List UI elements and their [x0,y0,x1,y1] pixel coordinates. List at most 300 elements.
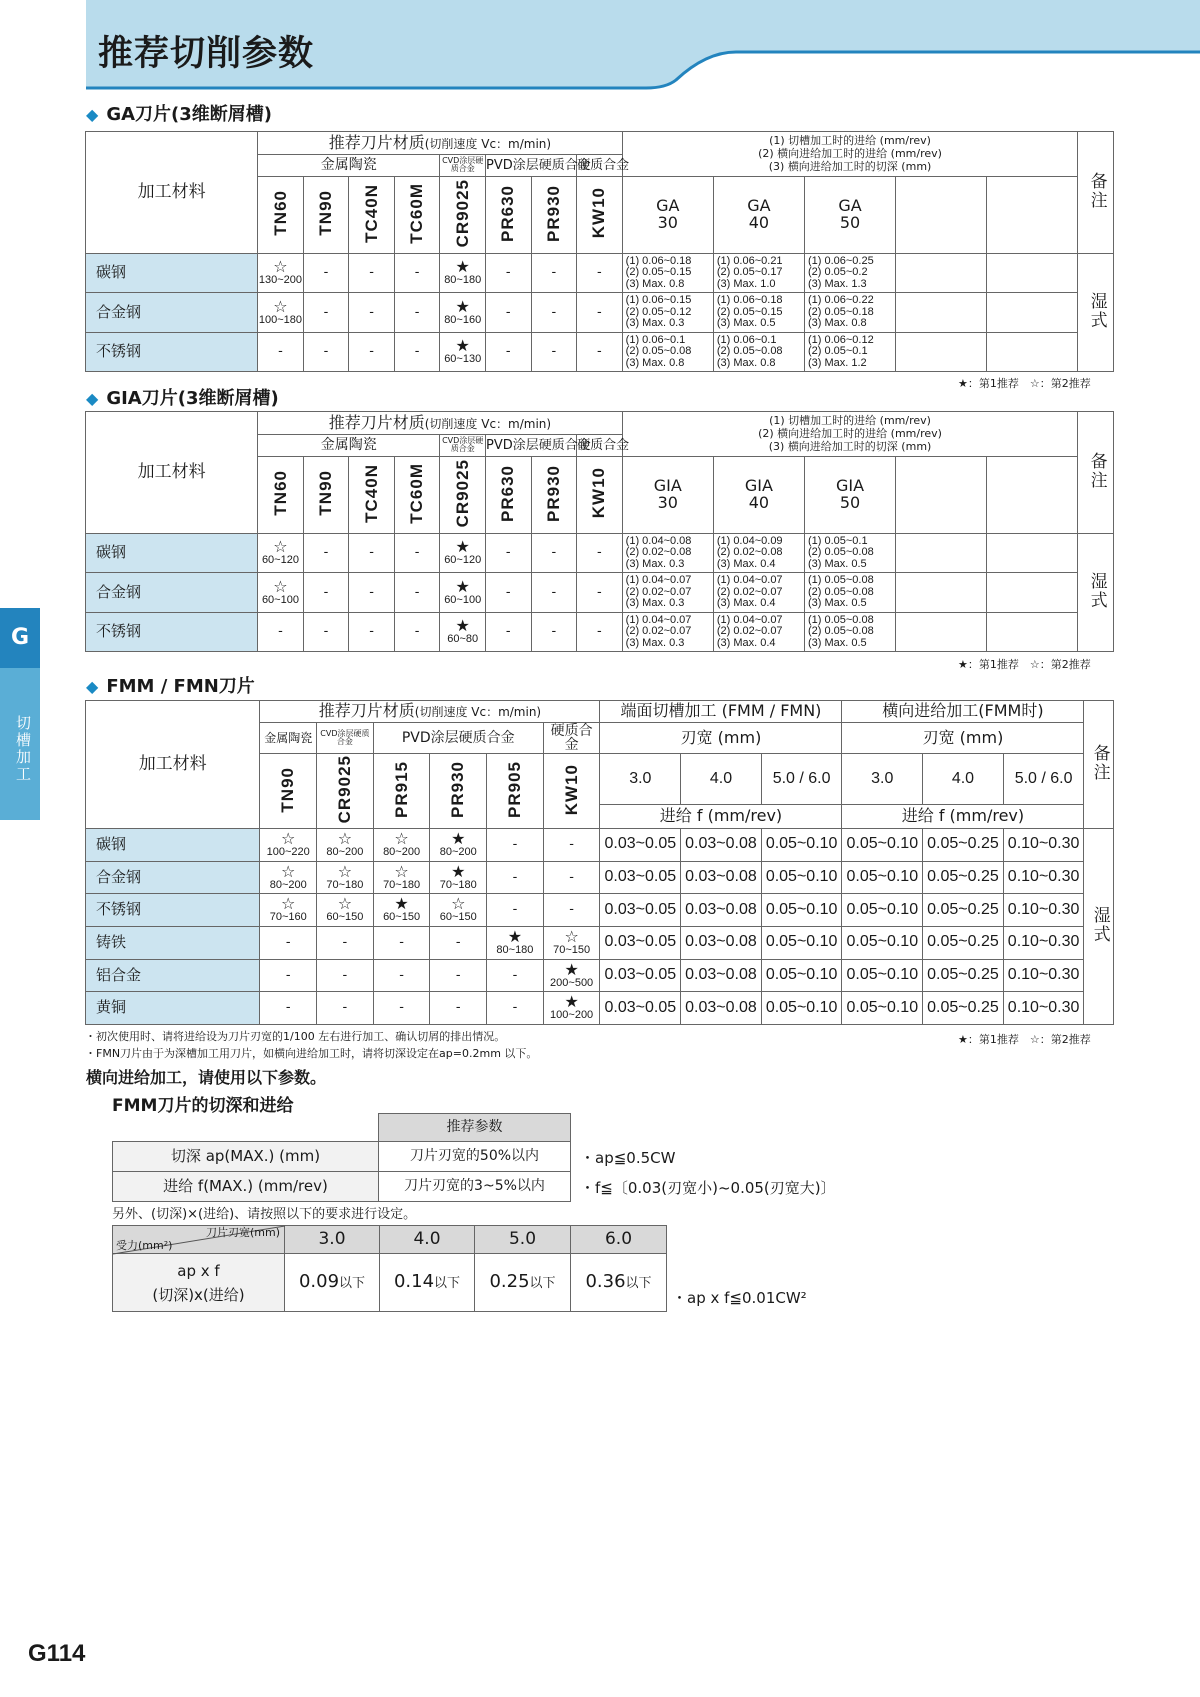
grade-cell [430,828,487,861]
empty-type [987,176,1078,254]
speed-range: 60~150 [439,911,477,924]
feed-line: (3) Max. 0.5 [807,597,867,610]
force-value [571,1254,667,1312]
feed-line: (2) 0.05~0.08 [807,546,874,559]
grade-header-note: (切削速度 Vc：m/min) [424,416,552,431]
feed-line: (1) 0.06~0.15 [625,294,692,307]
feed-line: (1) 0.04~0.07 [625,613,692,626]
feed-line: (1) 0.05~0.08 [807,613,874,626]
empty-feed [896,534,987,573]
star-outline-icon: ☆ [394,829,409,849]
empty-feed [987,612,1078,651]
star-filled-icon: ★ [455,537,470,557]
feed-cell [804,573,895,612]
insert-type-size: 30 [657,212,678,232]
grade-tn90 [260,754,317,829]
grade-tn90 [303,176,349,254]
grade-name: PR630 [498,184,518,242]
param-header: 推荐参数 [379,1114,571,1142]
feed-value: 0.03~0.08 [681,894,762,927]
feed-value: 0.03~0.08 [681,959,762,992]
empty-feed [896,293,987,332]
feed-value: 0.05~0.10 [761,926,842,959]
diamond-icon: ◆ [86,389,99,408]
group-carbide: 硬质合金 [577,435,623,456]
force-suffix: 以下 [434,1276,461,1292]
insert-type-name: GA [747,196,771,216]
empty-feed [987,293,1078,332]
speed-range: 80~200 [326,846,364,859]
grade-header-note: (切削速度 Vc：m/min) [424,136,552,151]
feed-value: 0.03~0.05 [600,959,681,992]
feed-value: 0.03~0.08 [681,992,762,1025]
feed-line: (2) 0.05~0.15 [625,266,692,279]
feed-value: 0.05~0.10 [842,828,923,861]
feed-line: (3) Max. 0.3 [625,317,685,330]
feed-cell [713,534,804,573]
face-grooving-header: 端面切槽加工 (FMM / FMN) [600,701,842,723]
grade-cell: - [303,293,349,332]
empty-feed [987,534,1078,573]
star-outline-icon: ☆ [273,576,288,596]
gia-heading-text: GIA刀片(3维断屑槽) [106,388,279,409]
grade-cell: - [487,861,544,894]
insert-type-size: 40 [748,492,770,512]
star-outline-icon: ☆ [273,296,288,316]
feed-line: (3) Max. 0.3 [625,597,685,610]
grade-cell [258,254,304,293]
grade-name: TN90 [316,470,336,516]
feed-line: (1) 0.04~0.07 [625,574,692,587]
feed-row-label: 进给 f(MAX.) (mm/rev) [113,1172,379,1202]
feed-line: (3) Max. 0.5 [807,636,867,649]
feed-value: 0.05~0.10 [842,992,923,1025]
grade-cell [440,573,486,612]
empty-type [987,456,1078,534]
speed-range: 60~150 [326,911,364,924]
grade-name: PR930 [543,184,563,242]
page-number: G114 [28,1640,86,1667]
grade-name: TN90 [278,766,298,813]
empty-type [896,176,987,254]
grade-cr9025 [317,754,374,829]
grade-pr905 [487,754,544,829]
grade-cell [260,894,317,927]
speed-range: 80~160 [444,313,482,326]
grade-name: CR9025 [452,178,472,248]
empty-feed [896,573,987,612]
feed-line: (1) 0.05~0.08 [807,574,874,587]
grade-cr9025 [440,456,486,534]
grade-cell [260,861,317,894]
grade-kw10 [577,456,623,534]
speed-range: 70~150 [553,943,591,956]
feed-value: 0.05~0.25 [923,828,1004,861]
material-name: 铝合金 [86,959,260,992]
grade-cell: - [487,992,544,1025]
feed-line: (1) 0.04~0.07 [716,613,783,626]
extra-note: 另外、(切深)×(进给)、请按照以下的要求进行设定。 [112,1207,417,1222]
grade-tn90 [303,456,349,534]
grade-pr630 [485,456,531,534]
material-name: 合金钢 [86,861,260,894]
grade-name: TC60M [407,462,427,524]
feed-line: (1) 0.06~0.1 [625,333,686,346]
grade-cell: - [430,926,487,959]
material-header: 加工材料 [86,412,258,534]
grade-cell: - [373,992,430,1025]
grade-pr930 [531,456,577,534]
feed-line: (1) 0.06~0.12 [807,333,874,346]
feed-line: (2) 0.05~0.15 [716,305,783,318]
feed-line: (2) 0.02~0.07 [716,625,783,638]
feed-value: 0.05~0.10 [842,959,923,992]
feed-row-value: 刀片刃宽的3~5%以内 [379,1172,571,1202]
grade-cell: - [373,959,430,992]
depth-table [112,1113,571,1202]
feed-value: 0.10~0.30 [1003,959,1084,992]
depth-row-label: 切深 ap(MAX.) (mm) [113,1142,379,1172]
grade-cell: - [543,861,600,894]
feed-value: 0.05~0.10 [761,959,842,992]
grade-cell: - [531,254,577,293]
feed-cell [622,332,713,371]
star-filled-icon: ★ [455,257,470,277]
feed-cell [622,534,713,573]
grade-cell [543,959,600,992]
grade-cell [543,992,600,1025]
diamond-icon: ◆ [86,677,99,696]
grade-cell: - [373,926,430,959]
feed-line: (1) 0.06~0.1 [716,333,777,346]
grade-cell [373,894,430,927]
grade-cell [260,828,317,861]
feed-value: 0.05~0.25 [923,992,1004,1025]
feed-line: (2) 0.05~0.1 [807,345,868,358]
feed-line: (3) Max. 0.3 [625,636,685,649]
fmm-heading-text: FMM / FMN刀片 [106,676,255,697]
width-value: 4.0 [923,754,1004,804]
force-value-num: 0.09 [298,1271,340,1293]
insert-type [804,176,895,254]
feed-cell [804,534,895,573]
feed-line: (2) 0.02~0.07 [625,585,692,598]
force-suffix: 以下 [625,1276,652,1292]
group-pvd: PVD涂层硬质合金 [485,435,576,456]
grade-cell: - [260,992,317,1025]
feed-header [622,412,1078,457]
feed-cell [804,612,895,651]
grade-cell: - [349,254,395,293]
grade-cell: - [577,332,623,371]
speed-range: 80~200 [383,846,421,859]
width-header: 刃宽 (mm) [842,723,1084,754]
grade-pr915 [373,754,430,829]
grade-cell: - [485,293,531,332]
grade-cell: - [394,534,440,573]
feed-line: (3) Max. 0.4 [716,636,776,649]
grade-cell [487,926,544,959]
grade-tc40n [349,456,395,534]
insert-type-name: GA [838,196,862,216]
feed-cell [713,573,804,612]
fmm-table [85,700,1114,1025]
ga-heading [86,100,272,126]
depth-row-value: 刀片刃宽的50%以内 [379,1142,571,1172]
feed-line: (3) Max. 0.4 [716,597,776,610]
grade-name: PR630 [498,464,518,522]
insert-type [713,456,804,534]
force-value [285,1254,380,1312]
group-cvd: CVD涂层硬质合金 [440,155,486,176]
speed-range: 80~180 [496,943,534,956]
feed-cell [622,612,713,651]
fmm-note-2: ・FMN刀片由于为深槽加工用刀片，如横向进给加工时，请将切深设定在ap=0.2mm 以下。 [85,1047,538,1060]
width-3: 3.0 [285,1226,380,1254]
ga-heading-text: GA刀片(3维断屑槽) [106,104,272,125]
grade-cell: - [487,828,544,861]
force-value-num: 0.36 [585,1271,626,1293]
grade-cell [440,293,486,332]
grade-header-text: 推荐刀片材质 [328,132,425,152]
feed-value: 0.05~0.10 [842,926,923,959]
page-title: 推荐切削参数 [98,34,315,74]
width-5: 5.0 [475,1226,571,1254]
grade-cell: - [349,573,395,612]
grade-header [260,701,600,723]
grade-cell: - [485,573,531,612]
star-filled-icon: ★ [455,576,470,596]
feed-header-line: (2) 横向进给加工时的进给 (mm/rev) [758,427,942,441]
feed-value: 0.05~0.10 [761,828,842,861]
gia-legend: ★：第1推荐 ☆：第2推荐 [958,658,1091,671]
insert-type [622,176,713,254]
feed-value: 0.05~0.25 [923,926,1004,959]
grade-name: TC40N [361,183,381,243]
feed-cell [622,573,713,612]
remarks-value: 湿式 [1089,905,1110,944]
feed-header-line: (3) 横向进给加工时的切深 (mm) [768,440,932,454]
grade-cell: - [303,573,349,612]
insert-type-name: GIA [653,476,682,496]
grade-header-note: (切削速度 Vc：m/min) [414,705,542,720]
force-value-num: 0.25 [489,1271,530,1293]
feed-header: 进给 f (mm/rev) [600,804,842,828]
feed-value: 0.05~0.25 [923,894,1004,927]
feed-line: (1) 0.06~0.18 [625,254,692,267]
grade-cell: - [260,959,317,992]
depth-note: ・ap≦0.5CW [580,1149,676,1167]
gia-heading [86,384,279,410]
material-name: 碳钢 [86,828,260,861]
grade-name: TN60 [270,470,290,516]
insert-type-name: GA [656,196,680,216]
grade-kw10 [543,754,600,829]
feed-value: 0.03~0.08 [681,926,762,959]
feed-value: 0.10~0.30 [1003,894,1084,927]
grade-name: PR930 [448,760,468,818]
grade-cell: - [531,332,577,371]
feed-note: ・f≦〔0.03(刃宽小)~0.05(刃宽大)〕 [580,1179,836,1197]
grade-cell [430,894,487,927]
remarks-value: 湿式 [1086,291,1107,330]
ga-legend: ★：第1推荐 ☆：第2推荐 [958,377,1091,390]
remarks-header: 备注 [1086,171,1107,210]
feed-line: (1) 0.06~0.25 [807,254,874,267]
material-name: 碳钢 [86,534,258,573]
feed-value: 0.10~0.30 [1003,992,1084,1025]
insert-type [622,456,713,534]
speed-range: 60~120 [444,554,482,567]
group-cermet: 金属陶瓷 [258,155,440,176]
group-carbide: 硬质合金 [577,155,623,176]
feed-cell [713,254,804,293]
material-name: 合金钢 [86,293,258,332]
grade-cell: - [531,573,577,612]
grade-cell: - [317,992,374,1025]
feed-line: (1) 0.04~0.09 [716,534,783,547]
grade-cell [373,861,430,894]
speed-range: 100~180 [258,313,303,326]
feed-cell [622,293,713,332]
grade-cell: - [349,293,395,332]
remarks-header: 备注 [1086,451,1107,490]
width-value: 4.0 [681,754,762,804]
corner-cell [113,1226,285,1254]
grade-cell: - [430,959,487,992]
empty-feed [896,332,987,371]
feed-cell [804,332,895,371]
feed-cell [713,612,804,651]
apxf-label-1: ap x f [177,1261,220,1280]
feed-value: 0.10~0.30 [1003,926,1084,959]
grade-cell [440,612,486,651]
grade-cell: - [531,293,577,332]
feed-value: 0.03~0.08 [681,861,762,894]
insert-type-size: 50 [839,212,861,232]
grade-tc60m [394,176,440,254]
feed-line: (3) Max. 0.4 [716,558,776,571]
grade-cell: - [303,612,349,651]
grade-cell: - [303,332,349,371]
group-cermet: 金属陶瓷 [258,435,440,456]
grade-cell: - [394,612,440,651]
feed-value: 0.05~0.10 [761,992,842,1025]
corner-bottom-label: 受力(mm²) [116,1239,173,1253]
speed-range: 60~100 [261,593,299,606]
diamond-icon: ◆ [86,105,99,124]
star-filled-icon: ★ [564,959,579,979]
speed-range: 70~180 [383,878,421,891]
insert-type [713,176,804,254]
corner-top-label: 刀片刃宽(mm) [205,1226,280,1239]
feed-value: 0.05~0.10 [842,861,923,894]
grade-cell: - [394,293,440,332]
empty-feed [896,254,987,293]
feed-value: 0.03~0.08 [681,828,762,861]
feed-cell [804,254,895,293]
force-value [380,1254,475,1312]
grade-cell: - [258,612,304,651]
speed-range: 60~120 [261,554,299,567]
star-outline-icon: ☆ [451,894,466,914]
grade-cell: - [531,534,577,573]
insert-type [804,456,895,534]
grade-header-text: 推荐刀片材质 [328,412,425,432]
fmm-note-1: ・初次使用时、请将进给设为刀片刃宽的1/100 左右进行加工、确认切屑的排出情况。 [85,1030,506,1043]
fmm-heading [86,672,255,698]
grade-name: KW10 [561,763,581,815]
material-header: 加工材料 [86,701,260,829]
grade-cell [317,894,374,927]
feed-header-line: (1) 切槽加工时的进给 (mm/rev) [769,414,931,428]
grade-cell [440,332,486,371]
grade-cell [543,926,600,959]
grade-cell: - [303,534,349,573]
grade-cell: - [543,894,600,927]
grade-cell: - [577,573,623,612]
grade-name: TC40N [361,463,381,523]
feed-line: (3) Max. 0.5 [807,558,867,571]
speed-range: 70~160 [269,911,307,924]
feed-value: 0.10~0.30 [1003,828,1084,861]
width-4: 4.0 [380,1226,475,1254]
grade-name: TN90 [316,190,336,236]
ga-table [85,131,1114,372]
insert-type-name: GIA [744,476,773,496]
insert-type-name: GIA [835,476,865,496]
star-outline-icon: ☆ [281,861,296,881]
star-outline-icon: ☆ [337,861,353,881]
group-pvd: PVD涂层硬质合金 [373,723,543,754]
feed-line: (1) 0.06~0.22 [807,294,874,307]
feed-line: (3) Max. 0.8 [807,317,867,330]
grade-header [258,132,623,155]
grade-name: TN60 [270,190,290,236]
feed-value: 0.05~0.25 [923,959,1004,992]
width-6: 6.0 [571,1226,667,1254]
feed-value: 0.10~0.30 [1003,861,1084,894]
material-name: 铸铁 [86,926,260,959]
remarks-cell [1078,254,1114,372]
grade-cell: - [317,959,374,992]
empty-feed [896,612,987,651]
star-outline-icon: ☆ [281,894,296,914]
star-outline-icon: ☆ [337,894,353,914]
feed-value: 0.05~0.10 [761,861,842,894]
force-suffix: 以下 [339,1276,366,1292]
side-tab-letter: G [0,608,40,668]
feed-line: (2) 0.05~0.08 [807,585,874,598]
material-name: 碳钢 [86,254,258,293]
speed-range: 60~80 [447,633,479,646]
feed-cell [622,254,713,293]
speed-range: 130~200 [258,274,303,287]
grade-cell: - [430,992,487,1025]
grade-tn60 [258,456,304,534]
star-outline-icon: ☆ [564,926,579,946]
feed-value: 0.05~0.10 [842,894,923,927]
group-cvd: CVD涂层硬质合金 [440,435,486,456]
remarks-header-cell [1078,412,1114,534]
feed-line: (2) 0.05~0.12 [625,305,692,318]
grade-cell: - [394,332,440,371]
remarks-header-cell [1084,701,1114,829]
grade-tn60 [258,176,304,254]
grade-cell: - [349,534,395,573]
feed-line: (3) Max. 0.8 [716,356,776,369]
star-outline-icon: ☆ [281,829,296,849]
